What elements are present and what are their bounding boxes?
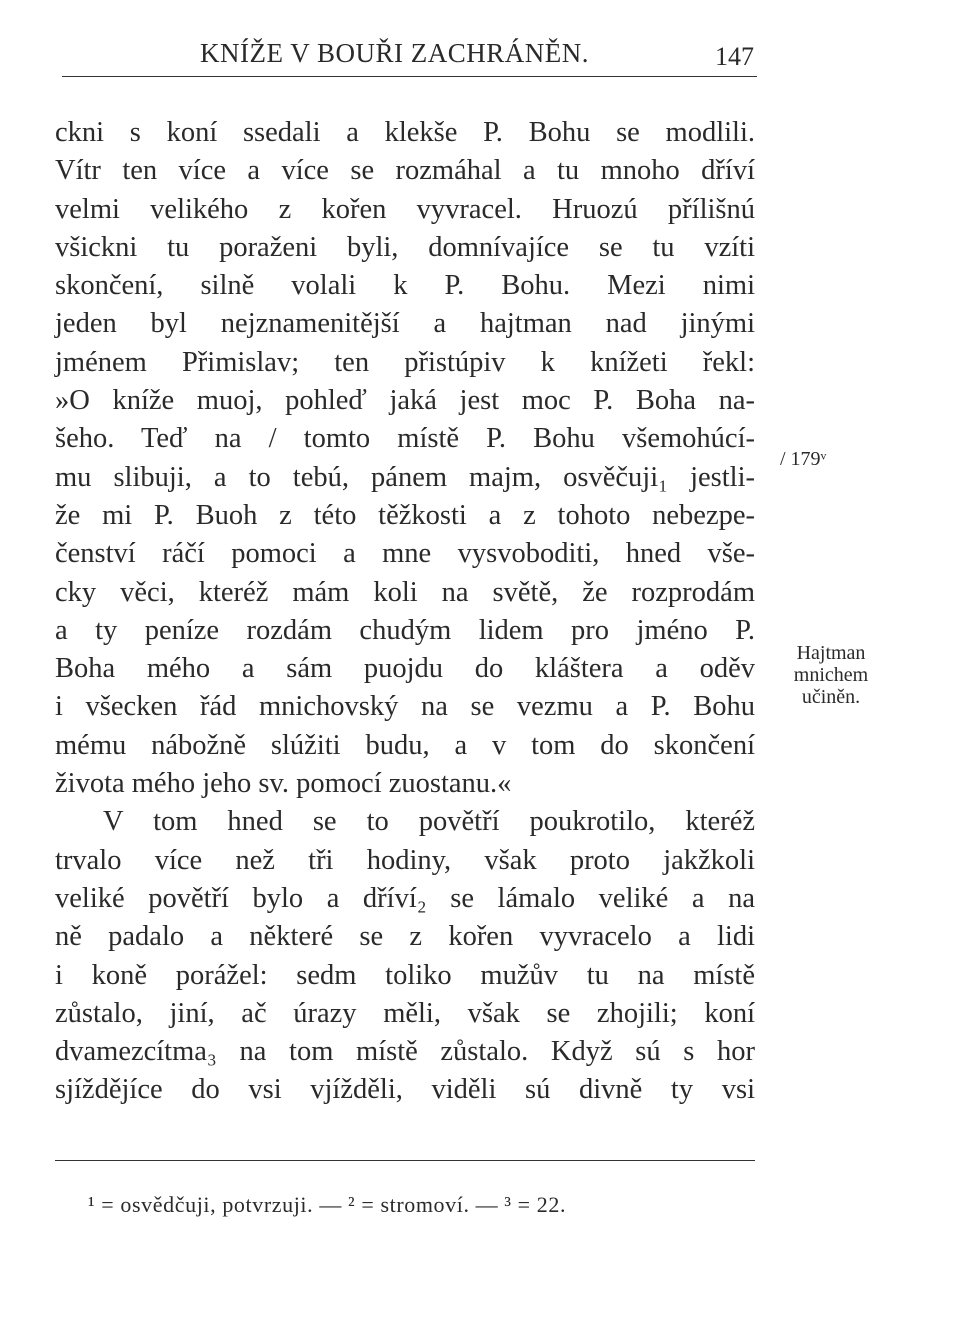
footnotes: ¹ = osvědčuji, potvrzuji. — ² = stromoví. — ³ = 22. [88,1192,567,1217]
text-line: jménem Přimislav; ten přistúpiv k knížeti řekl: [55,346,755,378]
text-line: trvalo více než tři hodiny, však proto jakžkoli [55,844,755,876]
text-line: šeho. Teď na / tomto místě P. Bohu všemohúcí- [55,423,755,455]
footnote-rule [55,1160,755,1161]
text-line: Boha mého a sám puojdu do kláštera a oděv [55,653,755,685]
body-text [55,114,755,1110]
text-line: »O kníže muoj, pohleď jaká jest moc P. Boha na- [55,385,755,417]
text-line: i koně porážel: sedm toliko mužův tu na místě [55,959,755,991]
text-line: mému nábožně slúžiti budu, a v tom do skončení [55,729,755,761]
text-line: ně padalo a některé se z kořen vyvracelo a lidi [55,921,755,953]
text-line: veliké povětří bylo a dříví₂ se lámalo veliké a na [55,882,755,914]
text-line: mu slibuji, a to tebú, pánem majm, osvěčuji₁ jestli- [55,461,755,493]
header-rule [62,76,757,77]
text-line: všickni tu poraženi byli, domnívajíce se tu vzíti [55,231,755,263]
running-header-title: KNÍŽE V BOUŘI ZACHRÁNĚN. [200,38,589,68]
margin-gloss-line: Hajtman [796,642,866,664]
text-line: i všecken řád mnichovský na se vezmu a P. Bohu [55,691,755,723]
margin-folio-note: / 179ᵛ [780,448,827,470]
text-line: velmi velikého z kořen vyvracel. Hruozú přílišnú [55,193,755,225]
text-line: cky věci, kteréž mám koli na světě, že rozprodám [55,576,755,608]
text-line: a ty peníze rozdám chudým lidem pro jméno P. [55,614,755,646]
text-line: dvamezcítma₃ na tom místě zůstalo. Když sú s hor [55,1036,755,1068]
text-line: Vítr ten více a více se rozmáhal a tu mnoho dříví [55,155,755,187]
text-line: V tom hned se to povětří poukrotilo, kteréž [103,806,755,838]
text-line: čenství ráčí pomoci a mne vysvoboditi, hned vše- [55,538,755,570]
page-number: 147 [715,42,754,71]
text-line: jeden byl nejznamenitější a hajtman nad jinými [55,308,755,340]
margin-gloss-note [776,642,886,708]
text-line: ckni s koní ssedali a klekše P. Bohu se modlili. [55,117,755,148]
text-line: že mi P. Buoh z této těžkosti a z tohoto nebezpe- [55,499,755,531]
text-line: sjíždějíce do vsi vjížděli, viděli sú divně ty vsi [55,1074,755,1106]
text-line: skončení, silně volali k P. Bohu. Mezi nimi [55,270,755,302]
margin-gloss-line: učiněn. [801,686,861,708]
text-line: zůstalo, jiní, ač úrazy měli, však se zhojili; koní [55,997,755,1029]
margin-gloss-line: mnichem [793,664,869,686]
text-line: života mého jeho sv. pomocí zuostanu.« [55,768,512,800]
